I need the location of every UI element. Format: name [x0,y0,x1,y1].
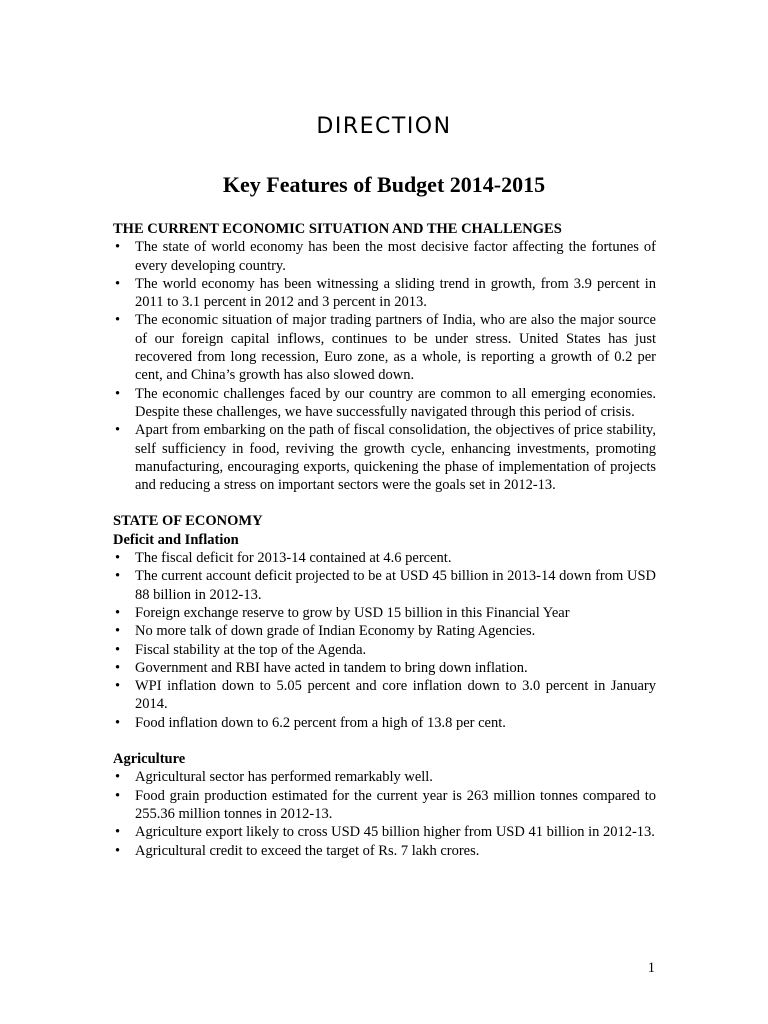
list-item: • Agricultural credit to exceed the target of Rs. 7 lakh crores. [115,842,480,859]
document-title: Key Features of Budget 2014-2015 [222,172,546,197]
bullet-icon: • [115,312,121,329]
bullet-icon: • [115,604,121,621]
list-item: • Government and RBI have acted in tandem to bring down inflation. [115,659,528,676]
section-heading: STATE OF ECONOMY [113,513,263,530]
bullet-icon: • [115,842,121,859]
section-economic-situation [113,220,656,494]
document-body [113,220,656,860]
bullet-icon: • [115,550,121,567]
bullet-icon: • [115,275,121,292]
list-item: • Fiscal stability at the top of the Agenda. [115,641,367,658]
bullet-icon: • [115,422,121,439]
list-item: • No more talk of down grade of Indian Economy by Rating Agencies. [115,623,536,640]
bullet-icon: • [115,824,121,841]
list-item: • Food grain production estimated for the current year is 263 million tonnes compared to 255.36 million tonnes in 2012-13. [115,787,656,822]
list-item: • The current account deficit projected to be at USD 45 billion in 2013-14 down from USD 88 billion in 2012-13. [115,568,656,603]
bullet-icon: • [115,787,121,804]
list-item: • Agricultural sector has performed remarkably well. [115,769,433,786]
bullet-icon: • [115,568,121,585]
list-item: • The world economy has been witnessing a sliding trend in growth, from 3.9 percent in 2011 to 3.1 percent in 2012 and 3 percent in 2013. [115,275,656,311]
list-item: • Agriculture export likely to cross USD 45 billion higher from USD 41 billion in 2012-13. [115,824,655,841]
bullet-list [113,549,656,732]
subsection-heading: Deficit and Inflation [113,531,239,548]
list-item: • Food inflation down to 6.2 percent from a high of 13.8 per cent. [115,714,506,731]
page-number: 1 [647,960,655,976]
section-agriculture [113,750,656,860]
bullet-icon: • [115,239,121,256]
subsection-heading: Agriculture [113,751,186,768]
bullet-icon: • [115,659,121,676]
list-item: • The state of world economy has been the most decisive factor affecting the fortunes of every developing country. [115,239,656,274]
list-item: • Foreign exchange reserve to grow by USD 15 billion in this Financial Year [115,604,570,621]
list-item: • Apart from embarking on the path of fiscal consolidation, the objectives of price stability, self sufficiency in food, reviving the growth cycle, enhancing investments, promoting manufacturing, encouraging exports, quickening the phase of implementation of projects and reducing a stress on important sectors were the goals set in 2012-13. [115,422,656,494]
bullet-icon: • [115,678,121,695]
bullet-icon: • [115,623,121,640]
bullet-icon: • [115,641,121,658]
bullet-icon: • [115,714,121,731]
bullet-list [113,238,656,494]
list-item: • The fiscal deficit for 2013-14 contained at 4.6 percent. [115,550,452,567]
header-label: DIRECTION [316,114,452,139]
bullet-icon: • [115,769,121,786]
list-item: • WPI inflation down to 5.05 percent and core inflation down to 3.0 percent in January 2014. [115,678,656,713]
list-item: • The economic situation of major trading partners of India, who are also the major source of our foreign capital inflows, continues to be under stress. United States has just recovered from long recession, Euro zone, as a whole, is reporting a growth of 0.2 per cent, and China’s growth has also slowed down. [115,312,656,384]
bullet-icon: • [115,385,121,402]
bullet-list [113,768,656,859]
section-state-of-economy [113,512,656,732]
section-heading: THE CURRENT ECONOMIC SITUATION AND THE CHALLENGES [113,221,562,237]
list-item: • The economic challenges faced by our country are common to all emerging economies. Despite these challenges, we have successfully navigated through this period of crisis. [115,385,656,420]
